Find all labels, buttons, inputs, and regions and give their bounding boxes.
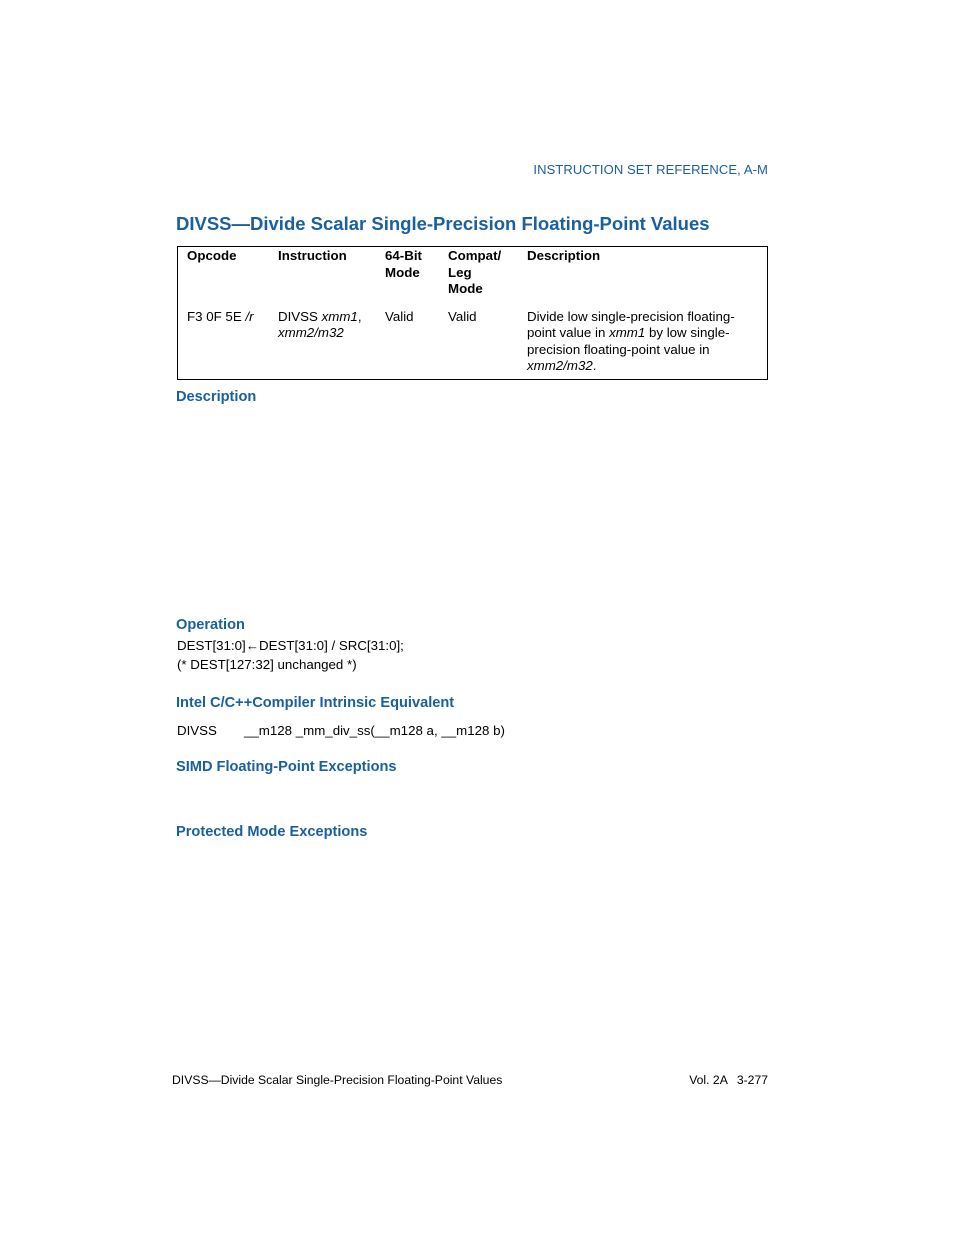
operation-line-2: (* DEST[127:32] unchanged *): [177, 657, 357, 672]
intrinsic-name: DIVSS: [177, 723, 217, 738]
section-heading-protected-mode-exceptions: Protected Mode Exceptions: [176, 824, 368, 840]
footer-volume: Vol. 2A: [689, 1073, 728, 1087]
footer-page-number: 3-277: [736, 1073, 768, 1087]
section-heading-description: Description: [176, 389, 257, 405]
header-64bit-mode: 64-Bit Mode: [385, 248, 422, 280]
table-row: [178, 309, 768, 380]
header-opcode: Opcode: [187, 248, 237, 263]
intrinsic-signature: __m128 _mm_div_ss(__m128 a, __m128 b): [244, 723, 505, 738]
table-header-row: [178, 247, 768, 309]
operation-line-1: DEST[31:0]←DEST[31:0] / SRC[31:0];: [177, 638, 404, 653]
section-heading-simd-exceptions: SIMD Floating-Point Exceptions: [176, 759, 397, 775]
header-description: Description: [527, 248, 601, 263]
cell-opcode: F3 0F 5E /r: [187, 308, 254, 324]
header-compat-mode: Compat/ Leg Mode: [448, 248, 502, 296]
operation-code: [177, 636, 404, 674]
section-heading-operation: Operation: [176, 617, 245, 633]
header-instruction: Instruction: [278, 248, 347, 263]
footer-page-info: [0, 1073, 768, 1087]
intrinsic-equivalent: [177, 723, 505, 738]
page-title: DIVSS—Divide Scalar Single-Precision Floating-Point Values: [176, 213, 710, 234]
cell-64bit-mode: Valid: [385, 308, 414, 324]
cell-description: Divide low single-precision floating- point value in xmm1 by low single- precision floating-point value in xmm2/m32.: [527, 308, 735, 373]
footer-title: DIVSS—Divide Scalar Single-Precision Floating-Point Values: [172, 1073, 503, 1087]
running-header: INSTRUCTION SET REFERENCE, A-M: [533, 162, 768, 177]
opcode-table: [177, 246, 768, 380]
cell-compat-mode: Valid: [448, 308, 477, 324]
cell-instruction: DIVSS xmm1, xmm2/m32: [278, 308, 362, 340]
section-heading-intrinsic: Intel C/C++Compiler Intrinsic Equivalent: [176, 695, 455, 711]
